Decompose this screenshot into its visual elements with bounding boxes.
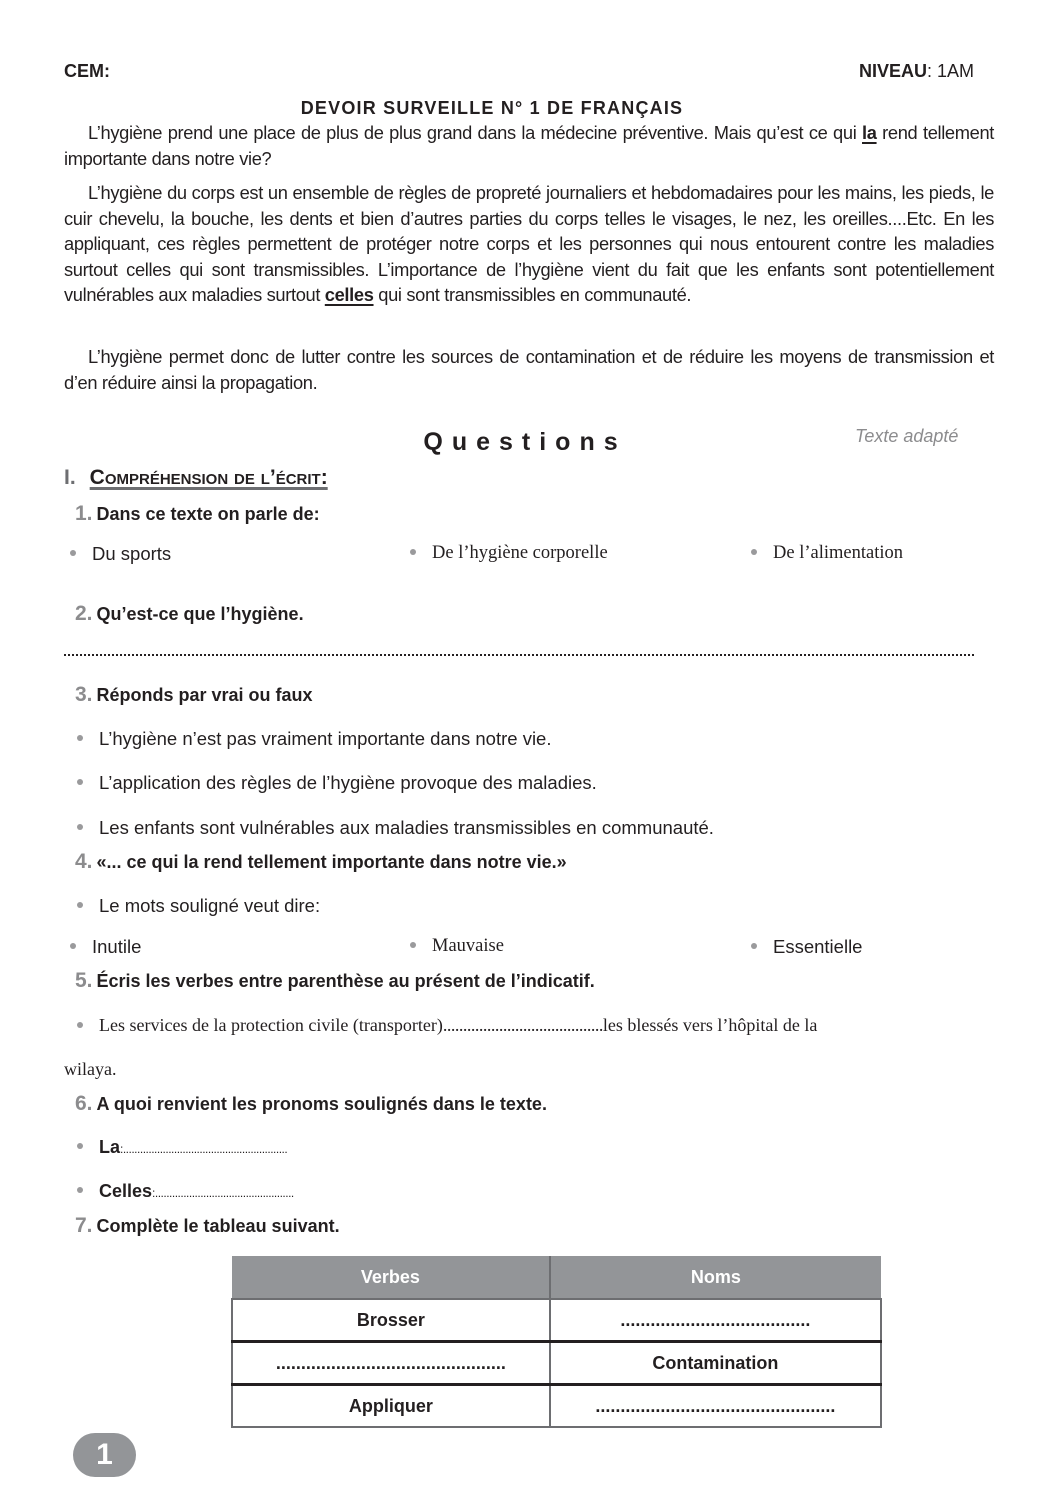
- bullet-icon: [77, 1143, 83, 1149]
- cell-noun: Contamination: [550, 1342, 881, 1385]
- cell-verb: Appliquer: [232, 1385, 550, 1428]
- header-verbes: Verbes: [232, 1256, 550, 1299]
- bullet-icon: [77, 902, 83, 908]
- question-2: 2. Qu’est-ce que l’hygiène.: [75, 602, 304, 625]
- niveau-key: NIVEAU: [858, 61, 927, 81]
- q3-item-1: L’hygiène n’est pas vraiment importante dans notre vie.: [77, 728, 551, 750]
- verbs-nouns-table: [231, 1256, 882, 1428]
- bullet-icon: [751, 943, 757, 949]
- bullet-icon: [751, 549, 757, 555]
- question-6: 6. A quoi renvient les pronoms soulignés dans le texte.: [75, 1092, 547, 1115]
- source-note: Texte adapté: [855, 426, 959, 446]
- q6-blank-celles[interactable]: :.................................................: [152, 1186, 294, 1200]
- underlined-pronoun-celles: celles: [324, 284, 374, 306]
- q4-option-2[interactable]: Mauvaise: [410, 936, 504, 957]
- table-header-row: [232, 1256, 881, 1299]
- cell-verb: Brosser: [232, 1299, 550, 1342]
- bullet-icon: [70, 550, 76, 556]
- questions-heading: Questions: [423, 428, 627, 456]
- table-row: [232, 1342, 881, 1385]
- bullet-icon: [77, 824, 83, 830]
- section-heading: I. Compréhension de l’écrit:: [64, 466, 328, 489]
- bullet-icon: [77, 1022, 83, 1028]
- cell-verb-blank[interactable]: ..............................................: [232, 1342, 550, 1385]
- table-row: [232, 1299, 881, 1342]
- page-number-badge: 1: [73, 1433, 136, 1477]
- header-noms: Noms: [550, 1256, 881, 1299]
- q6-item-la: La:..........................................................: [77, 1137, 287, 1158]
- q1-option-2[interactable]: De l’hygiène corporelle: [410, 543, 608, 564]
- q4-option-1[interactable]: Inutile: [70, 936, 141, 958]
- q5-sentence-wrap: wilaya.: [64, 1059, 117, 1079]
- paragraph-3: L’hygiène permet donc de lutter contre les sources de contamination et de réduire les moyens de transmission et d’en réduire ainsi la propagation.: [64, 346, 994, 393]
- q6-blank-la[interactable]: :..........................................................: [120, 1142, 288, 1156]
- question-4: 4. «... ce qui la rend tellement importante dans notre vie.»: [75, 850, 567, 873]
- table-row: [232, 1385, 881, 1428]
- niveau-value: : 1AM: [926, 61, 974, 81]
- bullet-icon: [410, 549, 416, 555]
- niveau-label: [859, 61, 974, 82]
- question-1: 1. Dans ce texte on parle de:: [75, 502, 320, 525]
- bullet-icon: [77, 1187, 83, 1193]
- bullet-icon: [77, 779, 83, 785]
- q3-item-3: Les enfants sont vulnérables aux maladies transmissibles en communauté.: [77, 817, 714, 839]
- question-3: 3. Réponds par vrai ou faux: [75, 683, 313, 706]
- paragraph-1: L’hygiène prend une place de plus de plus grand dans la médecine préventive. Mais qu’est ce qui la rend tellement importante dans notre vie?: [64, 122, 994, 169]
- q4-prompt: Le mots souligné veut dire:: [77, 895, 320, 917]
- question-7: 7. Complète le tableau suivant.: [75, 1214, 340, 1237]
- question-5: 5. Écris les verbes entre parenthèse au présent de l’indicatif.: [75, 969, 595, 992]
- q3-item-2: L’application des règles de l’hygiène provoque des maladies.: [77, 772, 597, 794]
- cell-noun-blank[interactable]: ......................................: [550, 1299, 881, 1342]
- q5-blank[interactable]: ........................................: [442, 1015, 603, 1035]
- underlined-pronoun-la: la: [862, 122, 877, 143]
- bullet-icon: [77, 735, 83, 741]
- answer-line[interactable]: [64, 654, 974, 656]
- cell-noun-blank[interactable]: ................................................: [550, 1385, 881, 1428]
- q5-sentence: Les services de la protection civile (transporter)........................................les blessés vers l’hôpital de la: [77, 1015, 817, 1036]
- paragraph-2: L’hygiène du corps est un ensemble de règles de propreté journaliers et hebdomadaires pour les mains, les pieds, le cuir chevelu, la bouche, les dents et bien d’autres parties du corps telles le visages, le nez, les oreilles....Etc. En les appliquant, ces règles permettent de protéger notre corps et les personnes qui nous entourent contre les maladies surtout celles qui sont transmissibles. L’importance de l’hygiène vient du fait que les enfants sont potentiellement vulnérables aux maladies surtout celles qui sont transmissibles en communauté.: [64, 182, 994, 306]
- q1-option-3[interactable]: De l’alimentation: [751, 543, 903, 564]
- bullet-icon: [70, 943, 76, 949]
- q1-option-1[interactable]: Du sports: [70, 543, 171, 565]
- cem-label: CEM:: [64, 61, 110, 81]
- q4-option-3[interactable]: Essentielle: [751, 936, 862, 958]
- q6-item-celles: Celles:.................................................: [77, 1181, 294, 1202]
- bullet-icon: [410, 942, 416, 948]
- page-title: DEVOIR SURVEILLE N° 1 DE FRANÇAIS: [300, 98, 684, 118]
